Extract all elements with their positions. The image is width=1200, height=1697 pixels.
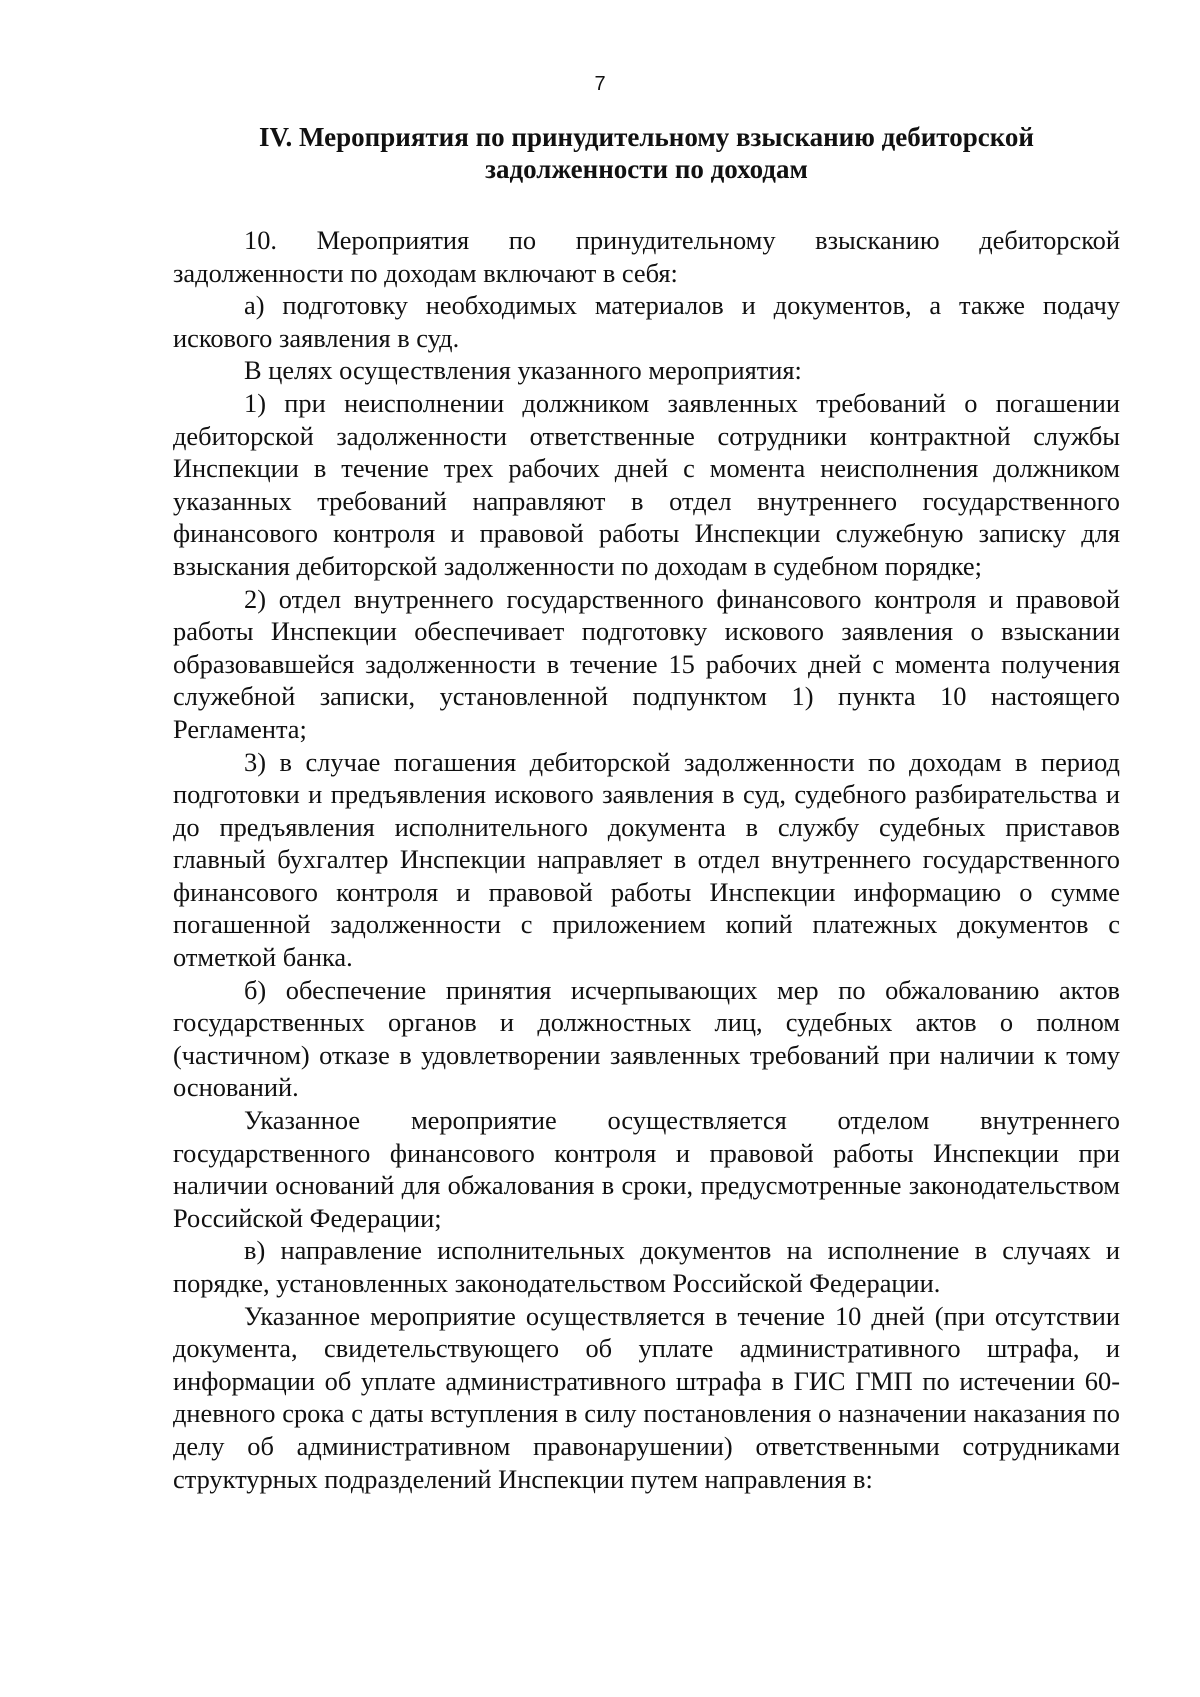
section-title	[173, 121, 1120, 185]
paragraph-step-3: 3) в случае погашения дебиторской задолженности по доходам в период подготовки и предъявления искового заявления в суд, судебного разбирательства и до предъявления исполнительного документа в службу судебных приставов главный бухгалтер Инспекции направляет в отдел внутреннего государственного финансового контроля и правовой работы Инспекции информацию о сумме погашенной задолженности с приложением копий платежных документов с отметкой банка.	[173, 746, 1120, 973]
paragraph-subitem-v: в) направление исполнительных документов на исполнение в случаях и порядке, установленных законодательством Российской Федерации.	[173, 1235, 1120, 1298]
paragraph-step-2: 2) отдел внутреннего государственного финансового контроля и правовой работы Инспекции обеспечивает подготовку искового заявления о взыскании образовавшейся задолженности в течение 15 рабочих дней с момента получения служебной записки, установленной подпунктом 1) пункта 10 настоящего Регламента;	[173, 583, 1120, 744]
section-title-line-2: задолженности по доходам	[485, 154, 808, 184]
paragraph-appeal-procedure: Указанное мероприятие осуществляется отделом внутреннего государственного финансового контроля и правовой работы Инспекции при наличии оснований для обжалования в сроки, предусмотренные законодательством Российской Федерации;	[173, 1105, 1120, 1233]
paragraph-step-1: 1) при неисполнении должником заявленных требований о погашении дебиторской задолженности ответственные сотрудники контрактной службы Инспекции в течение трех рабочих дней с момента неисполнения должником указанных требований направляют в отдел внутреннего государственного финансового контроля и правовой работы Инспекции служебную записку для взыскания дебиторской задолженности по доходам в судебном порядке;	[173, 387, 1120, 581]
paragraph-purpose: В целях осуществления указанного мероприятия:	[244, 355, 802, 386]
paragraph-execution-procedure: Указанное мероприятие осуществляется в течение 10 дней (при отсутствии документа, свидетельствующего об уплате административного штрафа, и информации об уплате административного штрафа в ГИС ГМП по истечении 60-дневного срока с даты вступления в силу постановления о назначении наказания по делу об административном правонарушении) ответственными сотрудниками структурных подразделений Инспекции путем направления в:	[173, 1300, 1120, 1494]
paragraph-subitem-a: а) подготовку необходимых материалов и документов, а также подачу искового заявления в суд.	[173, 290, 1120, 353]
paragraph-subitem-b: б) обеспечение принятия исчерпывающих мер по обжалованию актов государственных органов и должностных лиц, судебных актов о полном (частичном) отказе в удовлетворении заявленных требований при наличии к тому оснований.	[173, 974, 1120, 1103]
document-body	[173, 224, 1120, 1495]
paragraph-item-10: 10. Мероприятия по принудительному взысканию дебиторской задолженности по доходам включают в себя:	[173, 225, 1120, 288]
page-number: 7	[594, 73, 606, 95]
section-title-line-1: IV. Мероприятия по принудительному взысканию дебиторской	[259, 122, 1034, 152]
